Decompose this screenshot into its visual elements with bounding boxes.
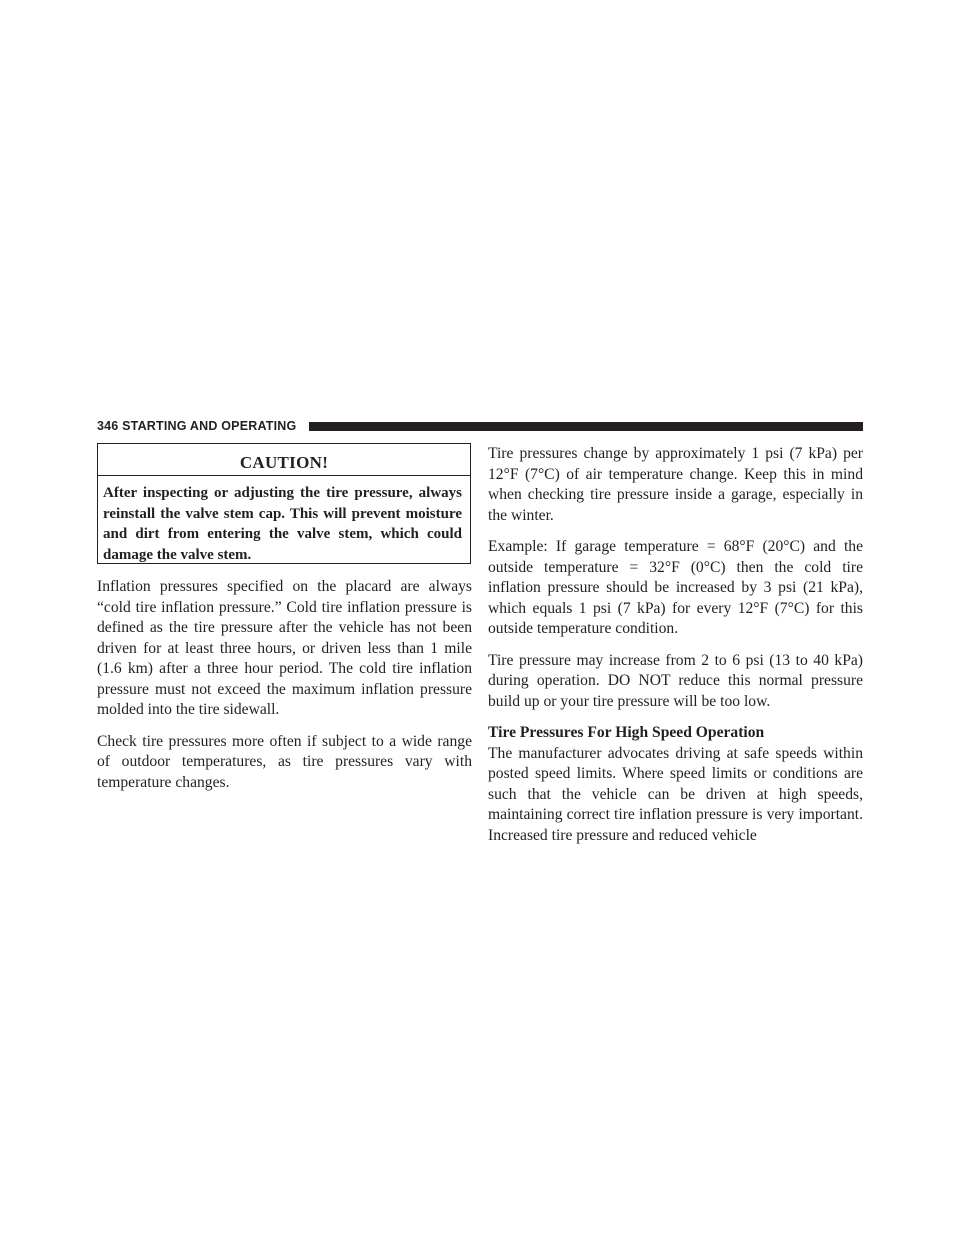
paragraph-pressure-increase: Tire pressure may increase from 2 to 6 psi (13 to 40 kPa) during operation. DO NOT reduce this normal pressure build up or your tire pressure will be too low. [488,651,863,710]
subheading-high-speed: Tire Pressures For High Speed Operation [488,724,765,741]
paragraph-high-speed: The manufacturer advocates driving at safe speeds within posted speed limits. Where speed limits or conditions are such that the vehicle can be driven at high speeds, maintaining correct tire inflation pressure is very important. Increased tire pressure and reduced vehicle [488,744,863,844]
caution-divider [98,475,470,476]
paragraph-example: Example: If garage temperature = 68°F (20°C) and the outside temperature = 32°F (0°C) then the cold tire inflation pressure should be increased by 3 psi (21 kPa), which equals 1 psi (7 kPa) for every 12°F (7°C) for this outside temperature condition. [488,538,863,637]
paragraph-inflation-pressures: Inflation pressures specified on the placard are always “cold tire inflation pressure.” Cold tire inflation pressure is defined as the tire pressure after the vehicle has not been driven for at least three hours, or driven less than 1 mile (1.6 km) after a three hour period. The cold tire inflation pressure must not exceed the maximum inflation pressure molded into the tire sidewall. [97,578,472,718]
right-column [488,444,863,857]
page-header [97,418,863,434]
header-rule [309,422,863,431]
caution-text: After inspecting or adjusting the tire pressure, always reinstall the valve stem cap. This will prevent moisture and dirt from entering the valve stem, which could damage the valve stem. [103,485,462,563]
page-number-section-title: 346 STARTING AND OPERATING [97,419,297,433]
paragraph-check-pressures: Check tire pressures more often if subject to a wide range of outdoor temperatures, as tire pressures vary with temperature changes. [97,732,472,791]
paragraph-pressure-change: Tire pressures change by approximately 1 psi (7 kPa) per 12°F (7°C) of air temperature change. Keep this in mind when checking tire pressure inside a garage, especially in the winter. [488,445,863,524]
left-column [97,577,472,804]
caution-box [97,443,471,564]
caution-title: CAUTION! [239,453,329,472]
